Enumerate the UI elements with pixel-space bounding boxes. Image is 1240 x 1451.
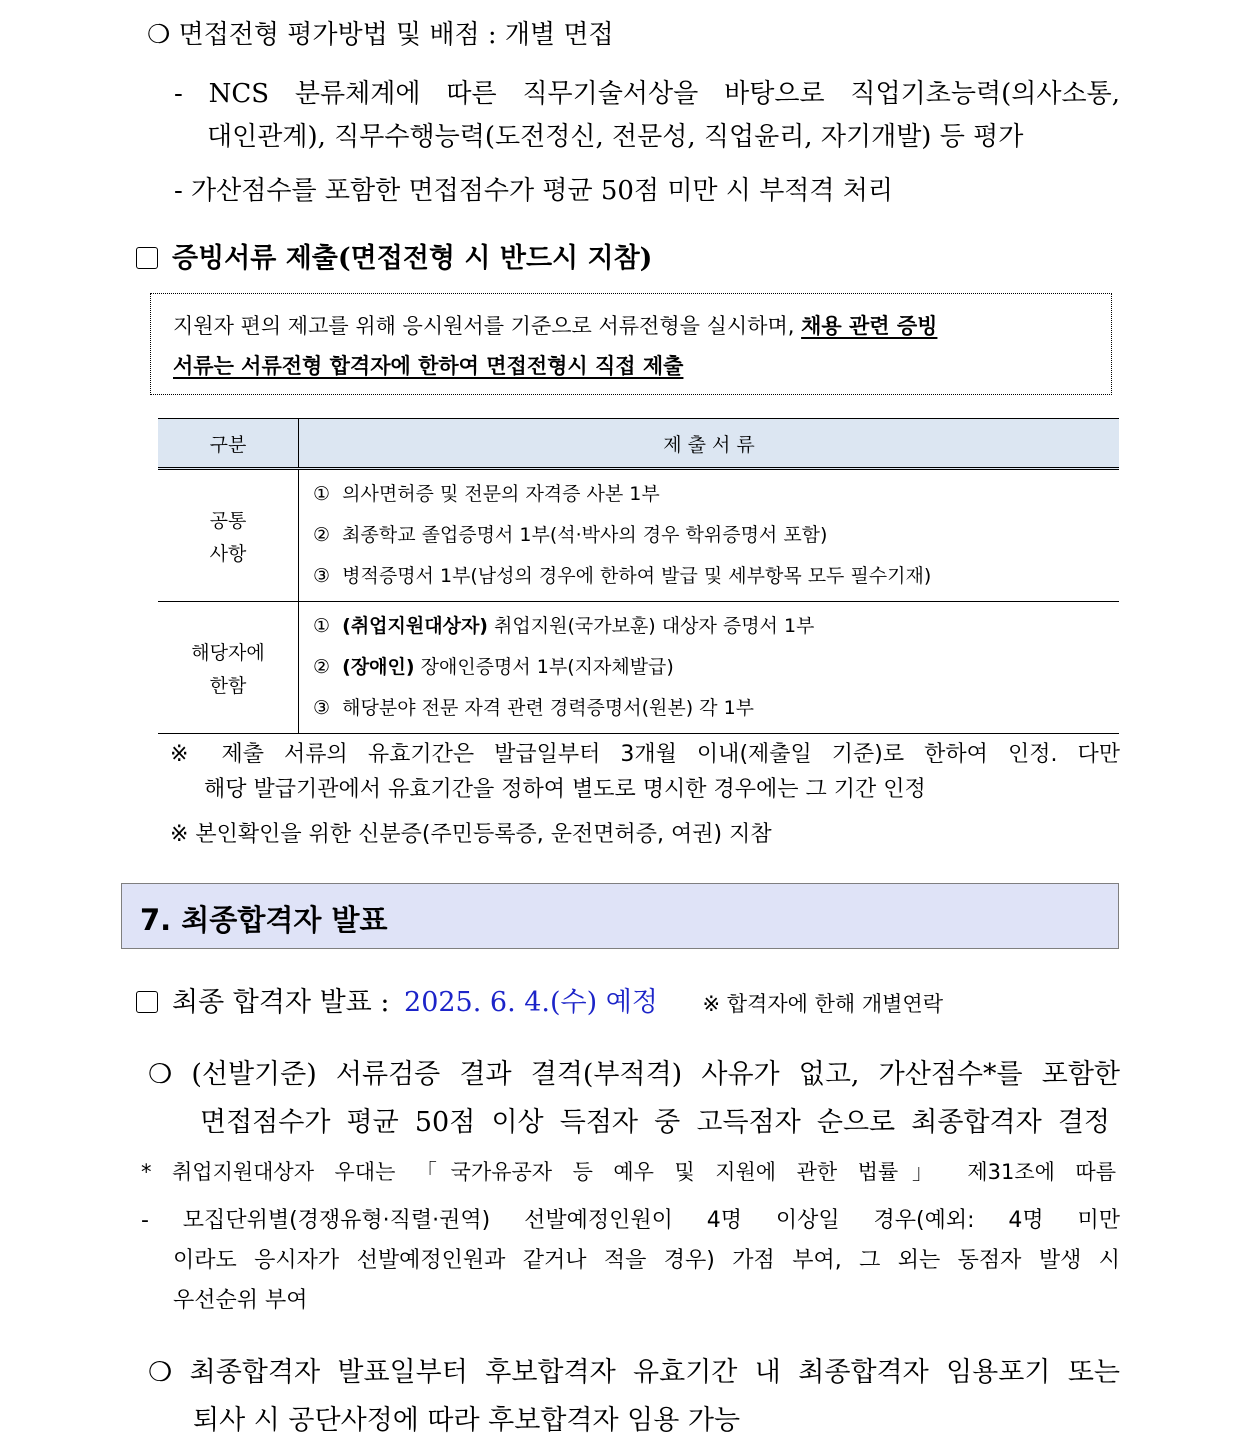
criteria-line-2: 면접점수가 평균 50점 이상 득점자 중 고득점자 순으로 최종합격자 결정 bbox=[200, 1107, 1110, 1138]
document-item: ① (취업지원대상자) 취업지원(국가보훈) 대상자 증명서 1부 bbox=[313, 615, 815, 637]
notice-emphasis-1: 채용 관련 증빙 bbox=[801, 314, 938, 338]
reserve-line-1: ❍ 최종합격자 발표일부터 후보합격자 유효기간 내 최종합격자 임용포기 또는 bbox=[148, 1357, 1120, 1388]
document-item: ③ 병적증명서 1부(남성의 경우에 한하여 발급 및 세부항목 모두 필수기재) bbox=[313, 565, 932, 587]
notice-line-1 bbox=[173, 310, 937, 340]
reserve-line-2: 퇴사 시 공단사정에 따라 후보합격자 임용 가능 bbox=[193, 1405, 741, 1436]
table-row bbox=[158, 602, 1119, 734]
notice-line-2 bbox=[173, 350, 683, 380]
group-items-common bbox=[299, 469, 1120, 602]
checkbox-square-icon bbox=[136, 991, 158, 1013]
rule-line-3: 우선순위 부여 bbox=[173, 1288, 308, 1313]
interview-item-1-line-1: - NCS 분류체계에 따른 직무기술서상을 바탕으로 직업기초능력(의사소통, bbox=[174, 79, 1120, 109]
header-category: 구분 bbox=[158, 419, 299, 469]
notice-plain-text: 지원자 편의 제고를 위해 응시원서를 기준으로 서류전형을 실시하며, bbox=[173, 314, 802, 338]
notice-box bbox=[150, 293, 1112, 395]
note-validity-line-2: 해당 발급기관에서 유효기간을 정하여 별도로 명시한 경우에는 그 기간 인정 bbox=[204, 777, 926, 802]
header-documents: 제 출 서 류 bbox=[299, 419, 1120, 469]
interview-item-1-line-2: 대인관계), 직무수행능력(도전정신, 전문성, 직업윤리, 자기개발) 등 평가 bbox=[207, 122, 1024, 152]
group-label-line: 해당자에 bbox=[191, 641, 265, 664]
section-7-header bbox=[121, 883, 1119, 949]
note-validity-line-1: ※ 제출 서류의 유효기간은 발급일부터 3개월 이내(제출일 기준)로 한하여 인정. 다만 bbox=[170, 742, 1120, 767]
rule-line-2: 이라도 응시자가 선발예정인원과 같거나 적을 경우) 가점 부여, 그 외는 동점자 발생 시 bbox=[173, 1248, 1120, 1273]
group-label-line: 공통 bbox=[209, 509, 247, 532]
documents-heading-text: 증빙서류 제출(면접전형 시 반드시 지참) bbox=[172, 243, 653, 274]
documents-heading bbox=[136, 236, 652, 275]
group-label-line: 한함 bbox=[209, 674, 247, 697]
document-item: ② (장애인) 장애인증명서 1부(지자체발급) bbox=[313, 656, 674, 678]
document-item: ② 최종학교 졸업증명서 1부(석·박사의 경우 학위증명서 포함) bbox=[313, 524, 828, 546]
announcement-label: 최종 합격자 발표 : bbox=[172, 987, 390, 1018]
criteria-line-1: ❍ (선발기준) 서류검증 결과 결격(부적격) 사유가 없고, 가산점수*를 포함한 bbox=[148, 1059, 1120, 1090]
interview-item-2: - 가산점수를 포함한 면접점수가 평균 50점 미만 시 부적격 처리 bbox=[174, 176, 894, 206]
interview-heading: ❍ 면접전형 평가방법 및 배점 : 개별 면접 bbox=[147, 20, 614, 50]
section-7-title: 7. 최종합격자 발표 bbox=[140, 903, 388, 937]
group-label-common bbox=[158, 469, 299, 602]
announcement-date: 2025. 6. 4.(수) 예정 bbox=[404, 987, 658, 1018]
group-label-applicable bbox=[158, 602, 299, 734]
rule-line-1: - 모집단위별(경쟁유형·직렬·권역) 선발예정인원이 4명 이상일 경우(예외: 4명 미만 bbox=[141, 1208, 1120, 1233]
table-row bbox=[158, 469, 1119, 602]
checkbox-square-icon bbox=[136, 247, 158, 269]
group-items-applicable bbox=[299, 602, 1120, 734]
documents-table bbox=[158, 418, 1119, 734]
note-id-card: ※ 본인확인을 위한 신분증(주민등록증, 운전면허증, 여권) 지참 bbox=[170, 822, 772, 847]
announcement-note: ※ 합격자에 한해 개별연락 bbox=[702, 992, 943, 1016]
document-item: ③ 해당분야 전문 자격 관련 경력증명서(원본) 각 1부 bbox=[313, 697, 755, 719]
notice-emphasis-2: 서류는 서류전형 합격자에 한하여 면접전형시 직접 제출 bbox=[173, 354, 684, 378]
announcement-line bbox=[136, 980, 943, 1019]
group-label-line: 사항 bbox=[209, 542, 247, 565]
criteria-footnote: * 취업지원대상자 우대는 「국가유공자 등 예우 및 지원에 관한 법률」 제31조에 따름 bbox=[141, 1160, 1116, 1184]
document-item: ① 의사면허증 및 전문의 자격증 사본 1부 bbox=[313, 483, 660, 505]
